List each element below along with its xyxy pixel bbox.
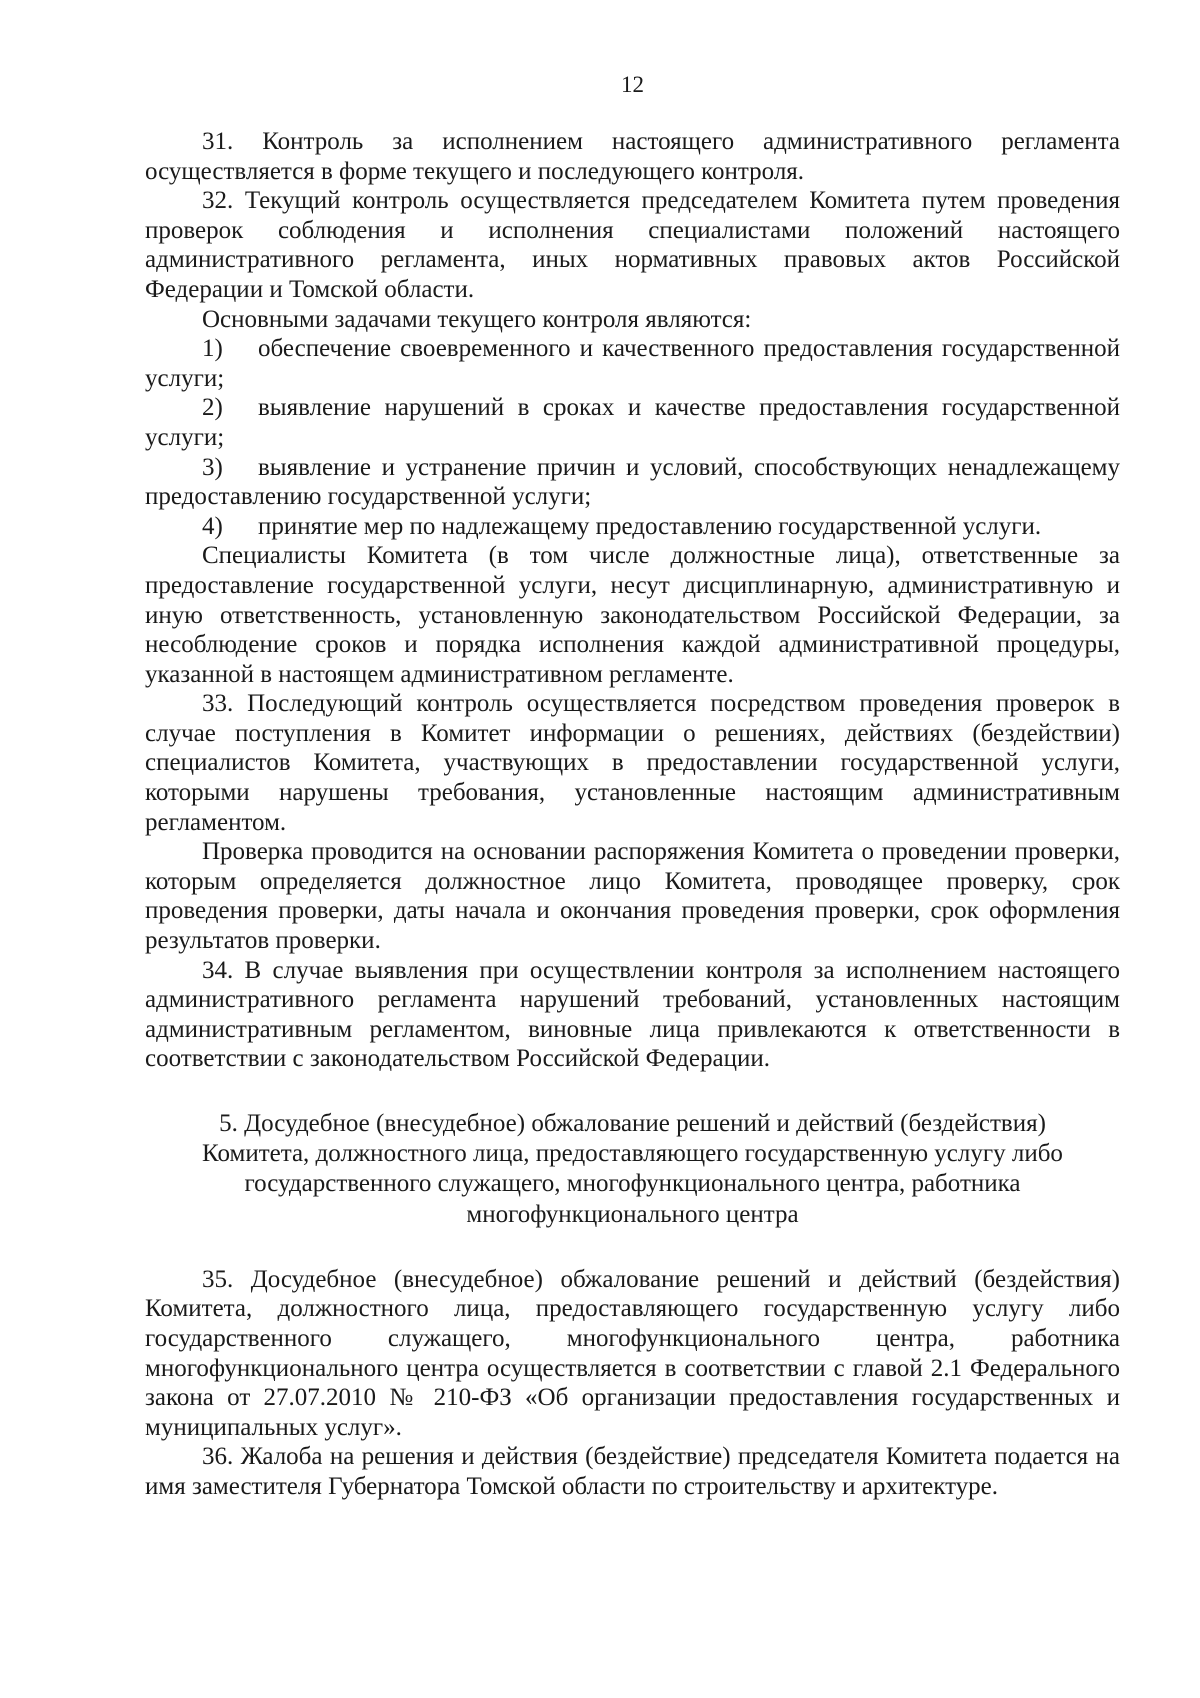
section-5-heading xyxy=(145,1109,1120,1230)
heading-line-4: многофункционального центра xyxy=(466,1200,799,1228)
task-text: выявление нарушений в сроках и качестве предоставления государственной услуги; xyxy=(145,394,1120,451)
paragraph-35: 35. Досудебное (внесудебное) обжалование решений и действий (бездействия) Комитета, должностного лица, предоставляющего государственную услугу либо государственного служащего, многофункционального центра, работника многофункционального центра осуществляется в соответствии с главой 2.1 Федерального закона от 27.07.2010 № 210-ФЗ «Об организации предоставления государственных и муниципальных услуг». xyxy=(145,1265,1120,1441)
paragraph-32: 32. Текущий контроль осуществляется председателем Комитета путем проведения проверок соблюдения и исполнения специалистами положений настоящего административного регламента, иных нормативных правовых актов Российской Федерации и Томской области. xyxy=(145,187,1120,303)
task-number: 3) xyxy=(202,453,223,481)
paragraph-33: 33. Последующий контроль осуществляется посредством проведения проверок в случае поступления в Комитет информации о решениях, действиях (бездействии) специалистов Комитета, участвующих в предоставлении государственной услуги, которыми нарушены требования, установленные настоящим административным регламентом. xyxy=(145,690,1120,836)
paragraph-inspection: Проверка проводится на основании распоряжения Комитета о проведении проверки, которым определяется должностное лицо Комитета, проводящее проверку, срок проведения проверки, даты начала и окончания проведения проверки, срок оформления результатов проверки. xyxy=(145,838,1120,955)
page-number: 12 xyxy=(621,72,644,97)
paragraph-tasks-intro: Основными задачами текущего контроля являются: xyxy=(202,305,752,333)
paragraph-responsibility: Специалисты Комитета (в том числе должностные лица), ответственные за предоставление государственной услуги, несут дисциплинарную, административную и иную ответственность, установленную законодательством Российской Федерации, за несоблюдение сроков и порядка исполнения каждой административной процедуры, указанной в настоящем административном регламенте. xyxy=(145,542,1120,688)
task-number: 1) xyxy=(202,335,223,363)
document-page xyxy=(145,70,1120,1502)
paragraph-34: 34. В случае выявления при осуществлении контроля за исполнением настоящего административного регламента нарушений требований, установленных настоящим административным регламентом, виновные лица привлекаются к ответственности в соответствии с законодательством Российской Федерации. xyxy=(145,956,1120,1073)
heading-line-3: государственного служащего, многофункционального центра, работника xyxy=(244,1170,1021,1198)
task-number: 4) xyxy=(202,512,223,540)
paragraph-36: 36. Жалоба на решения и действия (бездействие) председателя Комитета подается на имя заместителя Губернатора Томской области по строительству и архитектуре. xyxy=(145,1443,1120,1500)
task-item-2 xyxy=(145,393,1120,452)
task-item-1 xyxy=(145,334,1120,393)
task-text: обеспечение своевременного и качественного предоставления государственной услуги; xyxy=(145,335,1120,392)
heading-line-1: 5. Досудебное (внесудебное) обжалование решений и действий (бездействия) xyxy=(219,1110,1046,1137)
task-number: 2) xyxy=(202,394,223,422)
task-item-3 xyxy=(145,453,1120,512)
task-text: выявление и устранение причин и условий, способствующих ненадлежащему предоставлению государственной услуги; xyxy=(145,453,1120,511)
heading-line-2: Комитета, должностного лица, предоставляющего государственную услугу либо xyxy=(202,1140,1063,1168)
paragraph-31: 31. Контроль за исполнением настоящего административного регламента осуществляется в форме текущего и последующего контроля. xyxy=(145,128,1120,185)
task-item-4 xyxy=(145,512,1120,542)
task-text: принятие мер по надлежащему предоставлению государственной услуги. xyxy=(258,512,1042,540)
